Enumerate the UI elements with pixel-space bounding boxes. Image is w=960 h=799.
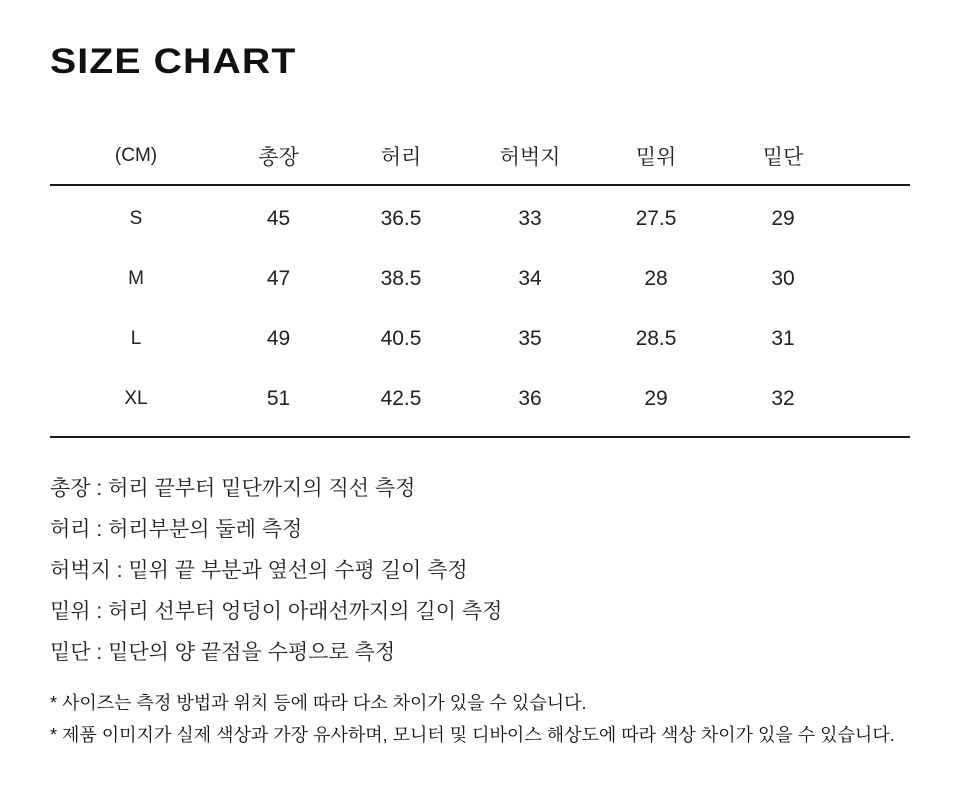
size-table: [50, 128, 910, 438]
total-length-value: 47: [266, 267, 291, 290]
header-hem: 밑단: [762, 146, 804, 169]
waist-value: 36.5: [380, 207, 422, 230]
thigh-value: 34: [518, 267, 542, 290]
table-body: [50, 186, 910, 438]
header-rise: 밑위: [635, 146, 677, 169]
header-thigh: 허벅지: [499, 146, 561, 169]
header-unit: (CM): [114, 145, 158, 166]
hem-value: 32: [771, 387, 795, 410]
rise-value: 28: [644, 267, 668, 290]
waist-value: 40.5: [380, 327, 422, 350]
note-rise: 밑위 : 허리 선부터 엉덩이 아래선까지의 길이 측정: [50, 600, 503, 623]
size-label: M: [128, 268, 144, 289]
page-title: SIZE CHART: [50, 42, 297, 81]
note-waist: 허리 : 허리부분의 둘레 측정: [50, 518, 303, 541]
thigh-value: 36: [518, 387, 542, 410]
thigh-value: 33: [518, 207, 542, 230]
table-row: [50, 249, 910, 309]
hem-value: 31: [771, 327, 795, 350]
disclaimers: [50, 688, 895, 752]
waist-value: 38.5: [380, 267, 422, 290]
header-waist: 허리: [380, 146, 422, 169]
total-length-value: 51: [266, 387, 291, 410]
table-row: [50, 189, 910, 249]
disclaimer-color: * 제품 이미지가 실제 색상과 가장 유사하며, 모니터 및 디바이스 해상도에 따라 색상 차이가 있을 수 있습니다.: [50, 725, 895, 745]
rise-value: 28.5: [635, 327, 677, 350]
note-hem: 밑단 : 밑단의 양 끝점을 수평으로 측정: [50, 641, 396, 664]
table-header-row: [50, 128, 910, 186]
thigh-value: 35: [518, 327, 542, 350]
size-label: L: [130, 328, 142, 349]
measurement-notes: [50, 470, 502, 675]
note-total-length: 총장 : 허리 끝부터 밑단까지의 직선 측정: [50, 477, 416, 500]
rise-value: 27.5: [635, 207, 677, 230]
hem-value: 30: [771, 267, 795, 290]
table-row: [50, 309, 910, 369]
rise-value: 29: [644, 387, 668, 410]
total-length-value: 49: [266, 327, 291, 350]
waist-value: 42.5: [380, 387, 422, 410]
disclaimer-measurement: * 사이즈는 측정 방법과 위치 등에 따라 다소 차이가 있을 수 있습니다.: [50, 693, 587, 713]
size-label: XL: [124, 388, 148, 409]
note-thigh: 허벅지 : 밑위 끝 부분과 옆선의 수평 길이 측정: [50, 559, 468, 582]
hem-value: 29: [771, 207, 795, 230]
size-label: S: [129, 208, 143, 229]
header-total-length: 총장: [258, 146, 299, 169]
table-row: [50, 369, 910, 429]
total-length-value: 45: [266, 207, 291, 230]
